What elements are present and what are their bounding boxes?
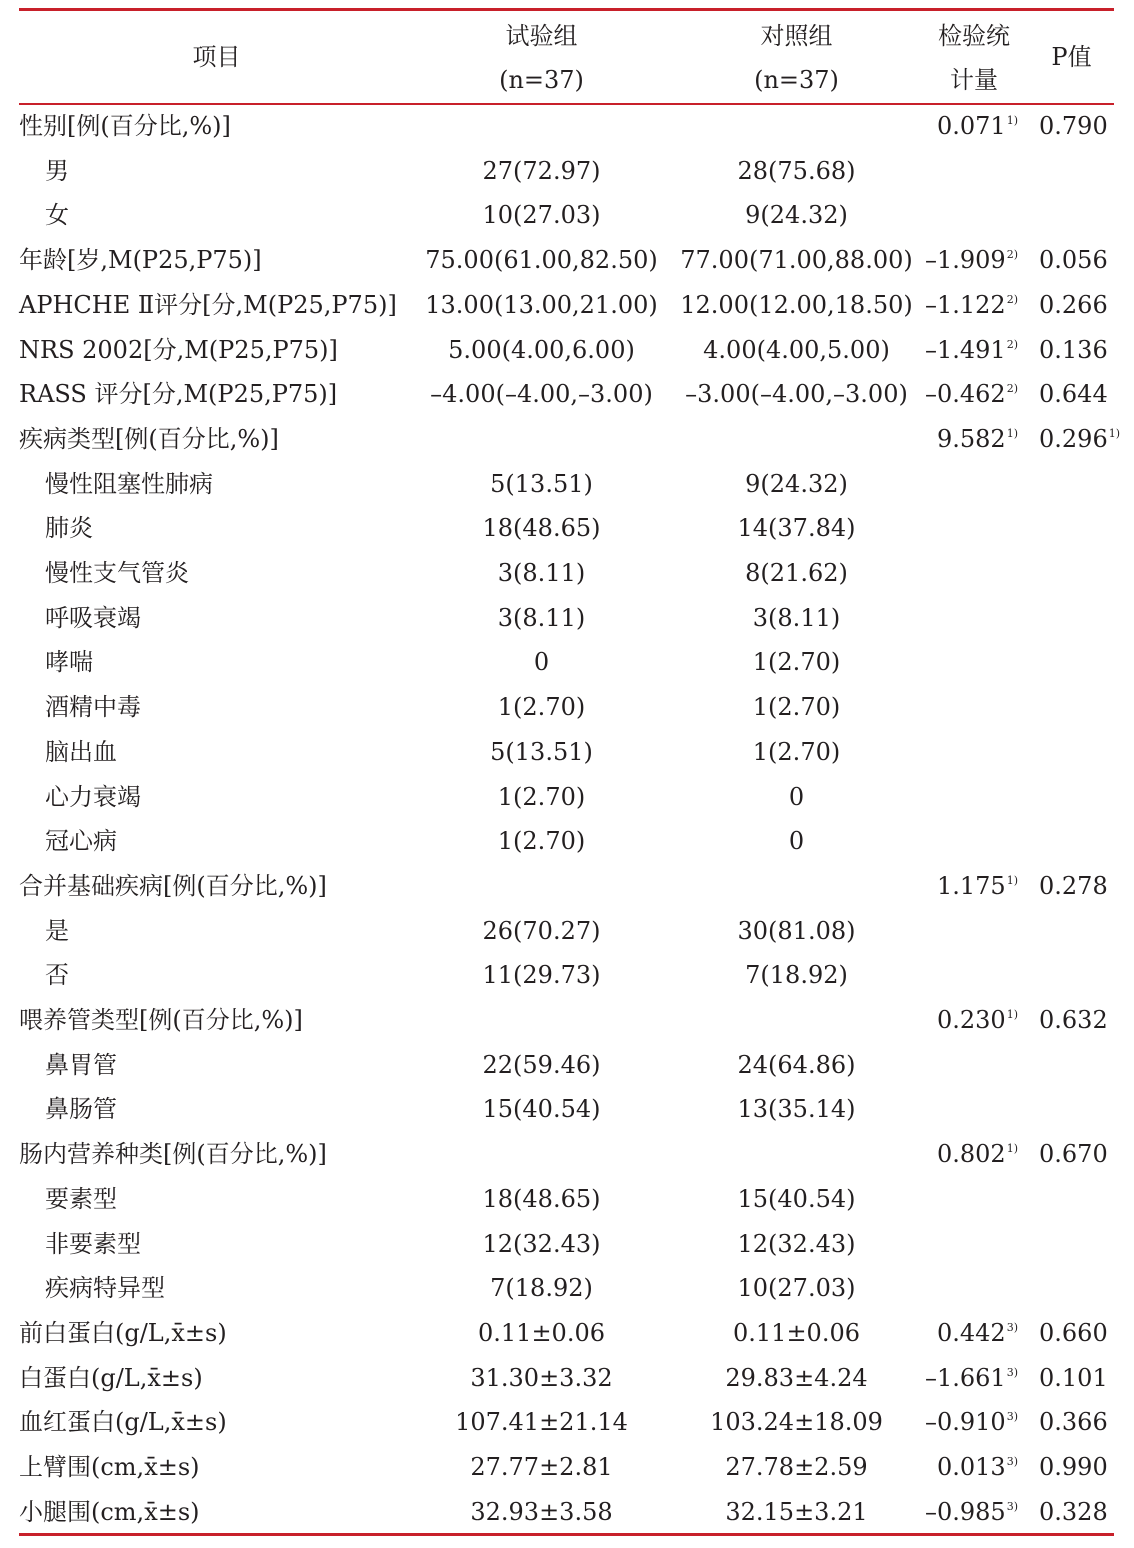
row-label: 冠心病 [45,827,117,855]
cell-p-value [1039,1318,1108,1348]
cell-group1: 5.00(4.00,6.00) [448,336,635,364]
cell-group1: 26(70.27) [482,917,601,945]
cell-group1: 27.77±2.81 [470,1453,613,1481]
cell-group2: 1(2.70) [752,693,841,721]
footnote-marker: 1) [1006,1142,1018,1155]
row-label: 合并基础疾病[例(百分比,%)] [19,872,327,900]
row-label: 性别[例(百分比,%)] [19,112,231,140]
cell-group2: 9(24.32) [745,201,848,229]
cell-p-value [1039,379,1108,409]
cell-group2: 13(35.14) [737,1095,856,1123]
row-label: 男 [45,157,69,185]
cell-group1: 11(29.73) [482,961,601,989]
cell-statistic [917,379,1018,414]
row-label: 疾病特异型 [45,1274,165,1302]
row-label: APHCHE Ⅱ评分[分,M(P25,P75)] [19,291,397,319]
statistic-value: –1.909 [924,246,1006,274]
p-value: 0.644 [1039,380,1108,408]
cell-group2: 0 [788,827,805,855]
cell-statistic [917,1497,1018,1532]
row-label: 肠内营养种类[例(百分比,%)] [19,1140,327,1168]
row-label: 酒精中毒 [45,693,141,721]
footnote-marker: 3) [1006,1455,1018,1468]
cell-group1: 27(72.97) [482,157,601,185]
p-value: 0.670 [1039,1140,1108,1168]
cell-statistic [917,290,1018,325]
cell-group1: 15(40.54) [482,1095,601,1123]
footnote-marker: 3) [1006,1366,1018,1379]
cell-p-value [1039,424,1121,459]
header-group2-n: (n=37) [754,66,839,94]
statistic-value: –0.985 [924,1498,1006,1526]
row-label: 疾病类型[例(百分比,%)] [19,425,279,453]
row-label: 上臂围(cm,x̄±s) [19,1453,200,1481]
statistic-value: 9.582 [936,425,1006,453]
cell-group1: 3(8.11) [497,604,586,632]
p-value: 0.101 [1039,1364,1108,1392]
statistic-value: 0.013 [936,1453,1006,1481]
row-label: NRS 2002[分,M(P25,P75)] [19,336,338,364]
row-label: 非要素型 [45,1230,141,1258]
cell-group2: 15(40.54) [737,1185,856,1213]
cell-statistic [917,1005,1018,1040]
cell-group1: 0 [533,648,550,676]
cell-group1: 7(18.92) [490,1274,593,1302]
cell-group1: 10(27.03) [482,201,601,229]
cell-group1: 18(48.65) [482,514,601,542]
cell-group2: 32.15±3.21 [725,1498,868,1526]
row-label: 前白蛋白(g/L,x̄±s) [19,1319,227,1347]
cell-group2: 30(81.08) [737,917,856,945]
cell-group1: 0.11±0.06 [478,1319,605,1347]
cell-group1: 22(59.46) [482,1051,601,1079]
cell-group2: 27.78±2.59 [725,1453,868,1481]
p-value: 0.366 [1039,1408,1108,1436]
cell-p-value [1039,290,1108,320]
cell-p-value [1039,245,1108,275]
cell-statistic [917,1363,1018,1398]
cell-group1: 5(13.51) [490,470,593,498]
footnote-marker: 1) [1006,427,1018,440]
footnote-marker: 2) [1006,293,1018,306]
p-value: 0.328 [1039,1498,1108,1526]
cell-group2: 29.83±4.24 [725,1364,868,1392]
bottom-rule [19,1533,1114,1536]
row-label: 血红蛋白(g/L,x̄±s) [19,1408,227,1436]
cell-statistic [917,1318,1018,1353]
row-label: 要素型 [45,1185,117,1213]
cell-group1: 31.30±3.32 [470,1364,613,1392]
cell-group2: 12.00(12.00,18.50) [680,291,913,319]
footnote-marker: 1) [1108,427,1121,440]
p-value: 0.660 [1039,1319,1108,1347]
header-item: 项目 [192,43,241,71]
cell-p-value [1039,335,1108,365]
statistic-value: 1.175 [936,872,1006,900]
p-value: 0.990 [1039,1453,1108,1481]
cell-statistic [917,424,1018,459]
cell-group1: 75.00(61.00,82.50) [425,246,658,274]
cell-p-value [1039,1005,1108,1035]
p-value: 0.632 [1039,1006,1108,1034]
row-label: 鼻肠管 [45,1095,117,1123]
p-value: 0.296 [1039,425,1108,453]
row-label: 年龄[岁,M(P25,P75)] [19,246,262,274]
p-value: 0.136 [1039,336,1108,364]
cell-group2: 8(21.62) [745,559,848,587]
statistic-value: –1.491 [924,336,1006,364]
cell-statistic [917,1452,1018,1487]
statistic-value: 0.071 [936,112,1006,140]
statistic-value: –0.462 [924,380,1006,408]
cell-group2: 10(27.03) [737,1274,856,1302]
statistic-value: –1.122 [924,291,1006,319]
row-label: 是 [45,917,69,945]
p-value: 0.790 [1039,112,1108,140]
footnote-marker: 2) [1006,338,1018,351]
p-value: 0.056 [1039,246,1108,274]
cell-p-value [1039,1139,1108,1169]
footnote-marker: 2) [1006,382,1018,395]
cell-group1: 3(8.11) [497,559,586,587]
cell-group2: –3.00(–4.00,–3.00) [685,380,908,408]
header-p-value: P值 [1051,43,1092,71]
cell-statistic [917,1407,1018,1442]
cell-group2: 77.00(71.00,88.00) [680,246,913,274]
cell-statistic [917,111,1018,146]
cell-group2: 14(37.84) [737,514,856,542]
footnote-marker: 1) [1006,874,1018,887]
cell-group1: 107.41±21.14 [455,1408,628,1436]
cell-statistic [917,1139,1018,1174]
cell-group2: 9(24.32) [745,470,848,498]
cell-statistic [917,245,1018,280]
cell-group2: 103.24±18.09 [710,1408,883,1436]
row-label: 白蛋白(g/L,x̄±s) [19,1364,203,1392]
cell-group1: 32.93±3.58 [470,1498,613,1526]
cell-group2: 0 [788,783,805,811]
cell-group1: 1(2.70) [497,827,586,855]
footnote-marker: 3) [1006,1500,1018,1513]
statistic-value: 0.802 [936,1140,1006,1168]
header-rule [19,103,1114,105]
cell-group1: 13.00(13.00,21.00) [425,291,658,319]
row-label: RASS 评分[分,M(P25,P75)] [19,380,338,408]
cell-group2: 0.11±0.06 [733,1319,860,1347]
cell-p-value [1039,871,1108,901]
statistic-value: 0.442 [936,1319,1006,1347]
footnote-marker: 3) [1006,1410,1018,1423]
row-label: 哮喘 [45,648,93,676]
footnote-marker: 1) [1006,114,1018,127]
cell-group1: 1(2.70) [497,783,586,811]
footnote-marker: 2) [1006,248,1018,261]
row-label: 脑出血 [45,738,117,766]
statistic-value: –0.910 [924,1408,1006,1436]
row-label: 慢性支气管炎 [45,559,189,587]
p-value: 0.278 [1039,872,1108,900]
cell-group1: 12(32.43) [482,1230,601,1258]
row-label: 肺炎 [45,514,93,542]
cell-p-value [1039,1452,1108,1482]
cell-p-value [1039,1497,1108,1527]
header-group1-name: 试验组 [505,22,578,50]
cell-group2: 1(2.70) [752,738,841,766]
cell-group1: 18(48.65) [482,1185,601,1213]
row-label: 心力衰竭 [45,783,141,811]
row-label: 女 [45,201,69,229]
header-stat-line2: 计量 [950,66,998,94]
header-stat-line1: 检验统 [938,22,1010,50]
cell-p-value [1039,111,1108,141]
statistic-value: –1.661 [924,1364,1006,1392]
cell-group2: 28(75.68) [737,157,856,185]
cell-group1: 5(13.51) [490,738,593,766]
cell-p-value [1039,1363,1108,1393]
footnote-marker: 3) [1006,1321,1018,1334]
cell-group2: 4.00(4.00,5.00) [703,336,890,364]
row-label: 慢性阻塞性肺病 [45,470,213,498]
cell-group2: 1(2.70) [752,648,841,676]
cell-statistic [917,871,1018,906]
p-value: 0.266 [1039,291,1108,319]
row-label: 呼吸衰竭 [45,604,141,632]
cell-statistic [917,335,1018,370]
footnote-marker: 1) [1006,1008,1018,1021]
row-label: 喂养管类型[例(百分比,%)] [19,1006,303,1034]
row-label: 鼻胃管 [45,1051,117,1079]
row-label: 小腿围(cm,x̄±s) [19,1498,200,1526]
cell-p-value [1039,1407,1108,1437]
header-group2-name: 对照组 [760,22,833,50]
cell-group1: 1(2.70) [497,693,586,721]
cell-group2: 3(8.11) [752,604,841,632]
header-group1-n: (n=37) [499,66,584,94]
row-label: 否 [45,961,69,989]
statistic-value: 0.230 [936,1006,1006,1034]
top-rule [19,8,1114,11]
cell-group2: 24(64.86) [737,1051,856,1079]
cell-group2: 12(32.43) [737,1230,856,1258]
cell-group2: 7(18.92) [745,961,848,989]
cell-group1: –4.00(–4.00,–3.00) [430,380,653,408]
